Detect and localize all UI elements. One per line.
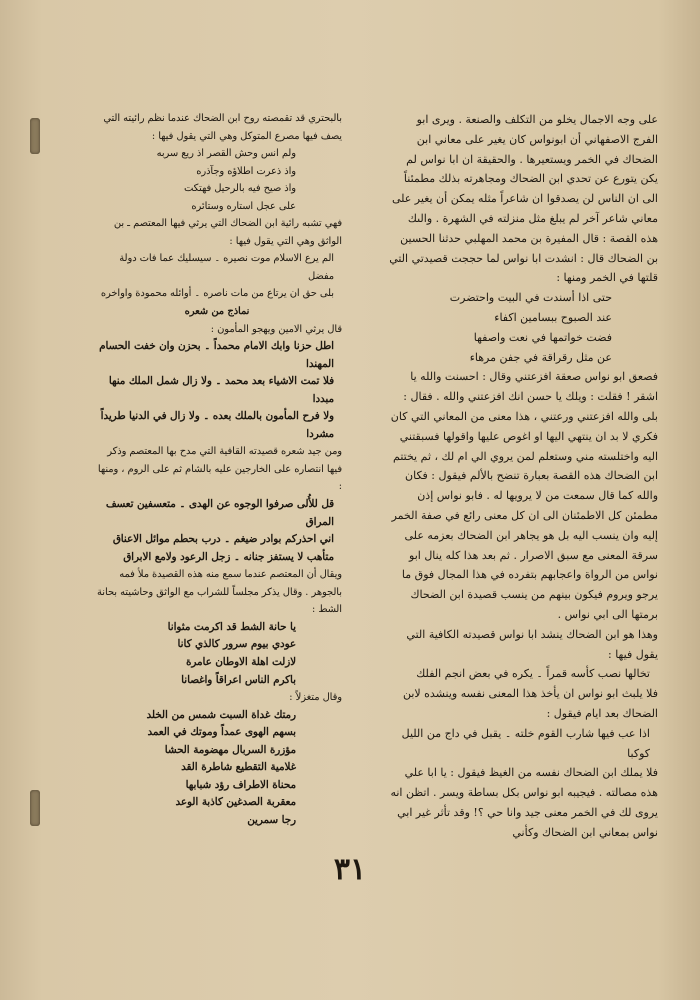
verse-line: محناة الاطراف رؤد شبابها — [185, 778, 296, 791]
right-paragraph-2: فصعق ابو نواس صعقة افزعتني وقال : احسنت والله يا اشقر ! فقلت : ويلك يا حسن انك افزعتني والله . فقال : بلى والله افزعتني ورعتني ، هذا معنى من المعاني التي كان فكري لا بد ان ينتهي اليها او اغوص عليها واقولها فسبقتني اليه واختلسته مني وستعلم لمن يروي الي ام لك ، ثم يختتم ابن الضحاك هذه القصة بعبارة تنضح بالألم فيقول : فكان والله كما قال سمعت من لا يرويها له . فابو نواس إذن مطمئن كل الاطمئنان الى ان كل معنى رائع في صفة الخمر إليه وان ينسب اليه بل هو يجاهر ابن الضحاك بعزمه على سرقة المعنى مع سبق الاصرار . ثم بعد هذا كله ينال ابو نواس من الرواة واعجابهم بتفرده في هذا المجال فوق ما يرجو ويروم فيكون بينهم من ينسب قصيدة ابن الضحاك برمتها الى ابي نواس . — [390, 370, 658, 621]
verse-line: قل للأُلى صرفوا الوجوه عن الهدى ۔ متعسفين تعسف المراق — [105, 498, 334, 528]
verse-line: عند الصبوح ببسامين اكفاء — [494, 310, 612, 324]
verse-line: اذا عب فيها شارب القوم خلته ۔ يقبل في داج من الليل كوكبا — [401, 726, 650, 760]
right-paragraph-1: على وجه الاجمال يخلو من التكلف والصنعة . ويرى ابو الفرج الاصفهاني أن ابونواس كان يغير على معاني ابن الضحاك في الخمر ويستعيرها . والحقيقة ان ابا نواس لم يكن يتورع عن تحدي ابن الضحاك ومجاهرته بذلك مطمئناً الى ان الناس لن يصدقوا ان شاعراً مثله يمكن أن يغير على معاني شاعر آخر لم يبلغ مثل منزلته في الشهرة . والىك هذه القصة : قال المفيرة بن محمد المهلبي حدثنا الحسين بن الضحاك قال : انشدت ابا نواس لما حججت قصيدتي التي قلتها في الخمر ومنها : — [389, 113, 658, 285]
verse-line: اني احذركم بوادر ضيغم ۔ درب بحطم موائل الاعناق — [112, 533, 334, 546]
staple-mark — [30, 790, 40, 826]
verse-line: فضت خواتمها في نعت واصفها — [473, 330, 612, 344]
left-paragraph-1: بالبحتري قد تقمصته روح ابن الضحاك عندما نظم رائيته التي يصف فيها مصرع المتوكل وهي التي يقول فيها : — [103, 113, 342, 142]
verse-line: بسهم الهوى عمداً وموتك في العمد — [147, 726, 296, 739]
verse-line: على عجل استاره وستائره — [191, 200, 296, 212]
verse-line: لازلت اهلة الاوطان عامرة — [185, 655, 296, 668]
left-paragraph-2: فهي تشبه رائية ابن الضحاك التي يرثي فيها المعتصم ـ بن الواثق وهي التي يقول فيها : — [113, 218, 342, 247]
staple-mark — [30, 118, 40, 154]
verse-line: ولا فرح المأمون بالملك بعده ۔ ولا زال في الدنيا طريداً مشردا — [100, 410, 334, 440]
verse-line: غلامية التقطيع شاطرة القد — [181, 761, 296, 774]
verse-line: عودي بيوم سرور كالذي كانا — [177, 638, 296, 651]
page-number: ٣١ — [333, 852, 367, 887]
verse-line: عن مثل رقراقة في جفن مرهاء — [469, 350, 612, 364]
verse-line: متأهب لا يستفز جنانه ۔ زجل الرعود ولامع الابراق — [123, 550, 334, 563]
left-paragraph-3: قال يرثي الامين ويهجو المأمون : — [210, 323, 342, 335]
verse-line: واذ ذعرت اطلاؤه وجآذره — [196, 165, 296, 177]
verse-line: واذ صيح فيه بالرحيل فهتكت — [184, 183, 296, 195]
verse-line: فلا تمت الاشياء بعد محمد ۔ ولا زال شمل الملك منها مبددا — [108, 375, 334, 405]
section-heading: نماذج من شعره — [184, 306, 250, 318]
verse-line: اطل حزنا وابك الامام محمداً ۔ بحزن وان خفت الحسام المهندا — [99, 340, 334, 370]
verse-line: رمتك غداة السبت شمس من الخلد — [146, 708, 296, 721]
verse-line: رجا سمرين — [247, 813, 296, 826]
left-column — [92, 110, 342, 829]
right-paragraph-3: وهذا هو ابن الضحاك ينشد ابا نواس قصيدته الكافية التي يقول فيها : — [406, 627, 658, 661]
verse-line: تخالها نصب كأسه قمراً ۔ يكره في بعض انجم الفلك — [416, 667, 650, 681]
left-paragraph-5: ويقال أن المعتصم عندما سمع منه هذه القصيدة ملأ فمه بالجوهر . وقال يذكر مجلساً للشراب مع الواثق وحاشيته بحانة الشط : — [97, 569, 342, 616]
verse-line: باكرم الناس اعراقاً واغصانا — [181, 673, 296, 686]
verse-line: حتى اذا أسندت في البيت واحتضرت — [449, 291, 612, 305]
verse-line: مؤزرة السربال مهضومة الحشا — [164, 743, 296, 756]
left-paragraph-4: ومن جيد شعره قصيدته القافية التي مدح بها المعتصم وذكر فيها انتصاره على الخارجين عليه بالشام ثم على الروم ، ومنها : — [97, 446, 342, 493]
verse-line: ولم انس وحش القصر اذ ريع سربه — [156, 148, 296, 160]
right-paragraph-4: فلا يلبث ابو نواس ان يأخذ هذا المعنى نفسه وينشده لابن الضحاك بعد ايام فيقول : — [402, 687, 658, 720]
right-paragraph-5: فلا يملك ابن الضحاك نفسه من الغيظ فيقول : يا ابا علي هذه مصالته . فيجيبه ابو نواس بكل بساطة ويسر . اتظن انه يروى لك في الخمر معنى جيد وانا حي ؟! وقد تأثر غير ابي نواس بمعاني ابن الضحاك وكأني — [390, 766, 658, 839]
verse-line: بلى حق ان يرتاع من مات ناصره ۔ أوائله محمودة واواخره — [100, 288, 334, 300]
right-column — [388, 110, 658, 842]
left-paragraph-6: وقال متغزلاً : — [289, 692, 342, 704]
verse-line: يا حانة الشط قد اكرمت مثوانا — [167, 620, 296, 633]
verse-line: الم يرع الاسلام موت نصيره ۔ سيسليك عما فات دولة مفضل — [119, 253, 334, 282]
verse-line: معقربة الصدغين كاذبة الوعد — [175, 796, 296, 809]
